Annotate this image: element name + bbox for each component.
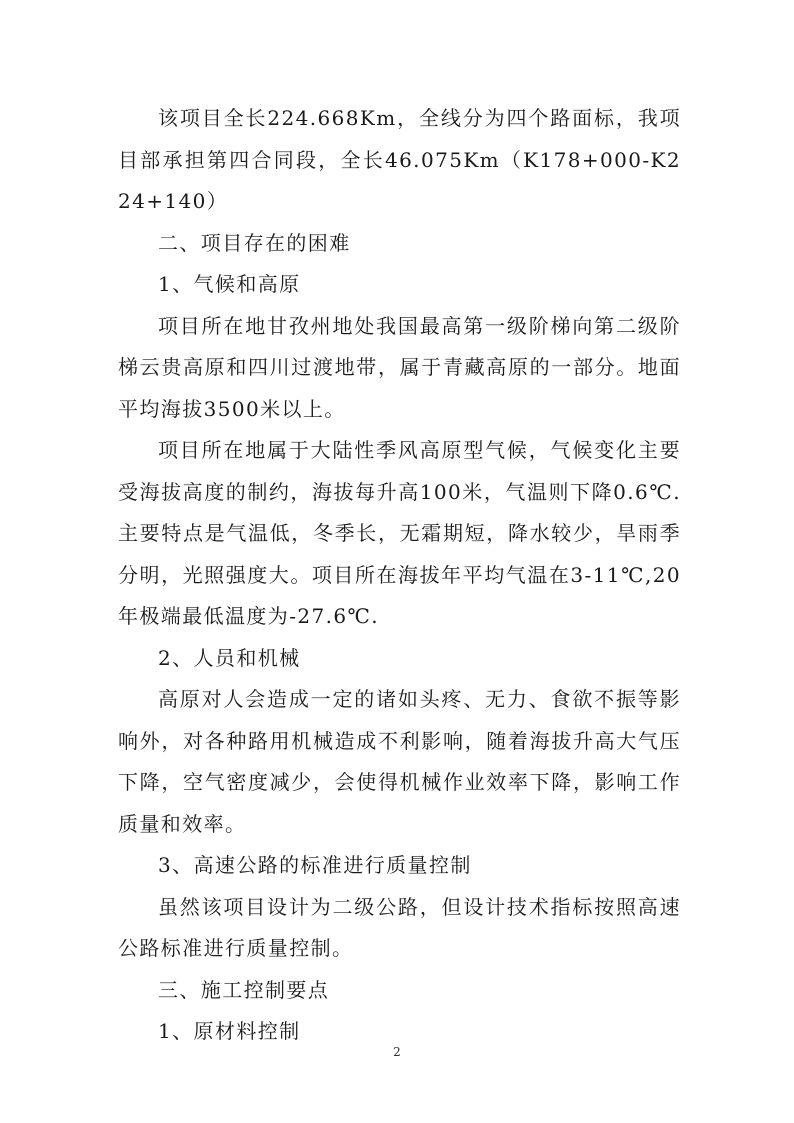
paragraph-plateau-location: 项目所在地甘孜州地处我国最高第一级阶梯向第二级阶梯云贵高原和四川过渡地带，属于青藏高原的一部分。地面平均海拔3500米以上。 xyxy=(118,313,681,421)
heading-personnel-machinery: 2、人员和机械 xyxy=(158,645,301,670)
heading-expressway-standard: 3、高速公路的标准进行质量控制 xyxy=(158,853,472,877)
page-number: 2 xyxy=(393,1045,401,1059)
paragraph-project-length: 该项目全长224.668Km，全线分为四个路面标，我项目部承担第四合同段，全长46.075Km（K178+000-K224+140） xyxy=(118,106,681,213)
heading-climate-plateau: 1、气候和高原 xyxy=(158,272,301,296)
paragraph-climate: 项目所在地属于大陆性季风高原型气候，气候变化主要受海拔高度的制约，海拔每升高100米，气温则下降0.6℃.主要特点是气温低，冬季长，无霜期短，降水较少，旱雨季分明，光照强度大。项目所在海拔年平均气温在3-11℃,20年极端最低温度为-27.6℃. xyxy=(118,438,681,628)
paragraph-plateau-effects: 高原对人会造成一定的诸如头疼、无力、食欲不振等影响外，对各种路用机械造成不利影响，随着海拔升高大气压下降，空气密度减少，会使得机械作业效率下降，影响工作质量和效率。 xyxy=(118,687,681,836)
heading-project-difficulties: 二、项目存在的困难 xyxy=(158,230,351,255)
heading-construction-control: 三、施工控制要点 xyxy=(158,977,330,1002)
heading-raw-material-control: 1、原材料控制 xyxy=(158,1019,301,1043)
paragraph-design-standard: 虽然该项目设计为二级公路，但设计技术指标按照高速公路标准进行质量控制。 xyxy=(118,894,681,960)
document-body xyxy=(118,98,681,1053)
